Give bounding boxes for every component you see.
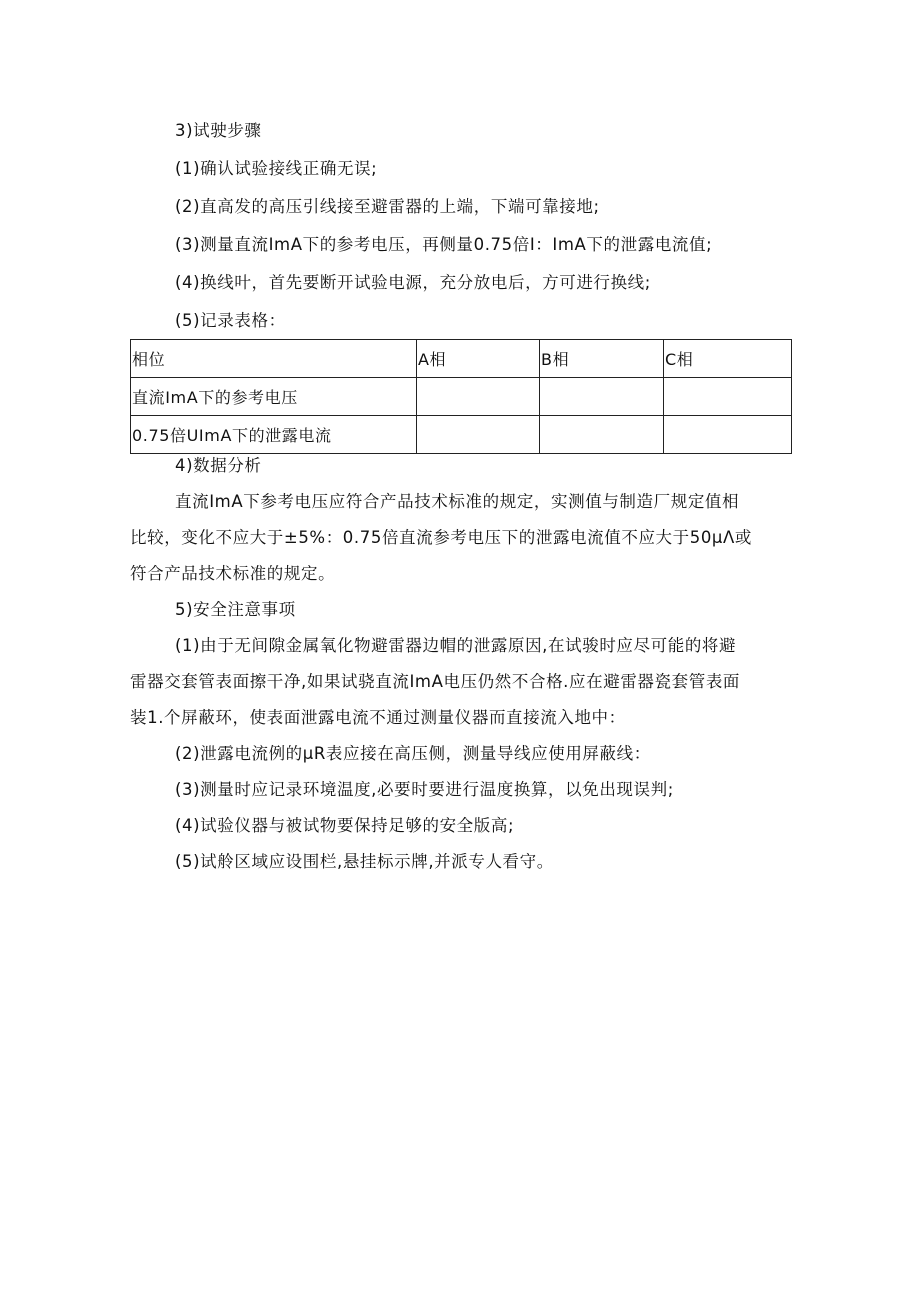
table-row bbox=[131, 416, 792, 454]
safety-item-2: (2)泄露电流例的μR表应接在高压侧，测量导线应使用屏蔽线： bbox=[175, 744, 651, 763]
safety-item-1-line-2: 雷器交套管表面擦干净,如果试骁直流ImA电压仍然不合格.应在避雷器瓷套管表面 bbox=[130, 672, 741, 691]
record-table bbox=[130, 339, 792, 454]
table-header-row bbox=[131, 340, 792, 378]
step-1: (1)确认试验接线正确无误; bbox=[175, 159, 378, 178]
table-cell bbox=[540, 378, 664, 416]
table-cell bbox=[417, 416, 540, 454]
header-cell-phase: 相位 bbox=[131, 340, 417, 378]
section-5-heading: 5)安全注意事项 bbox=[175, 600, 296, 619]
safety-item-3: (3)测量时应记录环境温度,必要时要进行温度换算，以免出现误判; bbox=[175, 780, 674, 799]
table-cell bbox=[664, 416, 792, 454]
header-cell-c: C相 bbox=[664, 340, 792, 378]
row-label: 直流ImA下的参考电压 bbox=[131, 378, 417, 416]
step-4: (4)换线叶，首先要断开试验电源，充分放电后，方可进行换线; bbox=[175, 273, 651, 292]
safety-item-1-line-1: (1)由于无间隙金属氧化物避雷器边帽的泄露原因,在试骏时应尽可能的将避 bbox=[175, 636, 737, 655]
analysis-line-3: 符合产品技术标准的规定。 bbox=[130, 564, 336, 583]
header-cell-b: B相 bbox=[540, 340, 664, 378]
section-3-heading: 3)试驶步骤 bbox=[175, 121, 262, 140]
section-4-heading: 4)数据分析 bbox=[175, 456, 262, 475]
step-5: (5)记录表格： bbox=[175, 311, 286, 330]
table-cell bbox=[417, 378, 540, 416]
table-cell bbox=[540, 416, 664, 454]
analysis-line-2: 比较，变化不应大于±5%：0.75倍直流参考电压下的泄露电流值不应大于50μΛ或 bbox=[130, 528, 753, 547]
safety-item-1-line-3: 装1.个屏蔽环，使表面泄露电流不通过测量仪器而直接流入地中： bbox=[130, 708, 626, 727]
row-label: 0.75倍UImA下的泄露电流 bbox=[131, 416, 417, 454]
safety-item-4: (4)试验仪器与被试物要保持足够的安全版高; bbox=[175, 816, 515, 835]
table-cell bbox=[664, 378, 792, 416]
analysis-line-1: 直流ImA下参考电压应符合产品技术标准的规定，实测值与制造厂规定值相 bbox=[175, 492, 740, 511]
step-3: (3)测量直流ImA下的参考电压，再侧量0.75倍I：ImA下的泄露电流值; bbox=[175, 235, 713, 254]
header-cell-a: A相 bbox=[417, 340, 540, 378]
step-2: (2)直高发的高压引线接至避雷器的上端，下端可靠接地; bbox=[175, 197, 600, 216]
safety-item-5: (5)试舲区域应设围栏,悬挂标示牌,并派专人看守。 bbox=[175, 852, 554, 871]
table-row bbox=[131, 378, 792, 416]
